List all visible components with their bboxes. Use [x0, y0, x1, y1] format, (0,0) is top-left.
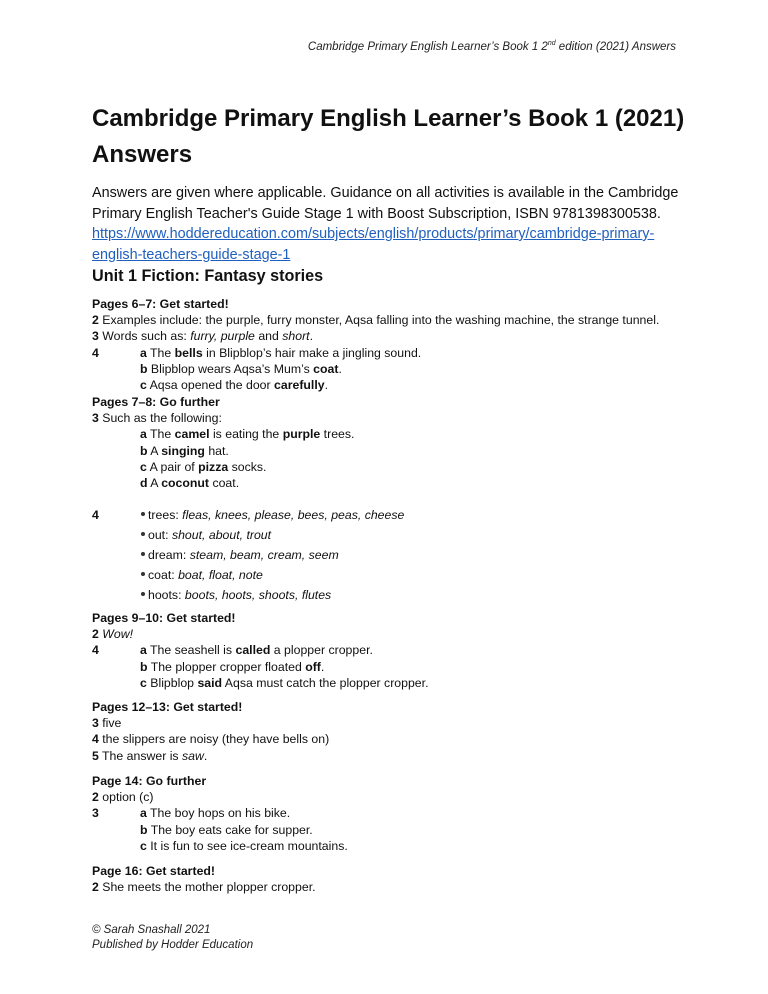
answer-4c: c Aqsa opened the door carefully.: [140, 378, 329, 393]
answer-3a: a The camel is eating the purple trees.: [140, 427, 355, 442]
answer-3a: 3 a The boy hops on his bike.: [92, 806, 291, 821]
section-heading: Pages 7–8: Go further: [92, 395, 220, 409]
section-pages-7-8: [92, 394, 692, 605]
section-pages-12-13: [92, 699, 692, 764]
publisher: Published by Hodder Education: [92, 939, 254, 951]
intro-text: Answers are given where applicable. Guidance on all activities is available in the Cambridge Primary English Teacher's Guide Stage 1 with Boost Subscription, ISBN 9781398300538.: [92, 185, 679, 222]
running-head-text-end: edition (2021) Answers: [555, 40, 676, 53]
section-heading: Pages 6–7: Get started!: [92, 297, 229, 311]
answer-3c: c A pair of pizza socks.: [140, 459, 267, 474]
bullet-icon: [141, 592, 145, 596]
section-heading: Page 16: Get started!: [92, 864, 216, 878]
answer-5: 5 The answer is saw.: [92, 748, 208, 763]
answer-4c: c Blipblop said Aqsa must catch the plopper cropper.: [140, 675, 429, 690]
answer-2: 2 She meets the mother plopper cropper.: [92, 880, 316, 895]
answer-3: 3 five: [92, 716, 122, 731]
answer-4-number: 4: [92, 508, 99, 523]
rhyme-item: dream: steam, beam, cream, seem: [92, 545, 692, 565]
section-page-16: [92, 863, 692, 895]
answer-2: 2 option (c): [92, 790, 154, 805]
bullet-icon: [141, 572, 145, 576]
rhyme-item: hoots: boots, hoots, shoots, flutes: [92, 585, 692, 605]
running-head-text: Cambridge Primary English Learner’s Book 1 2: [307, 40, 548, 53]
rhyme-item: trees: fleas, knees, please, bees, peas, cheese: [92, 505, 692, 525]
section-pages-6-7: [92, 296, 692, 393]
answer-3: 3 Such as the following:: [92, 411, 222, 426]
answer-3b: b The boy eats cake for supper.: [140, 822, 313, 837]
running-head-sup: nd: [547, 40, 556, 47]
rhyme-item: out: shout, about, trout: [92, 525, 692, 545]
intro-paragraph: [92, 183, 702, 265]
answer-4-list: [92, 505, 692, 605]
answer-4: 4 the slippers are noisy (they have bells on): [92, 732, 330, 747]
running-head: [308, 40, 676, 53]
section-heading: Pages 12–13: Get started!: [92, 700, 243, 714]
answer-4a: 4 a The seashell is called a plopper cropper.: [92, 643, 373, 658]
answer-2: 2 Examples include: the purple, furry monster, Aqsa falling into the washing machine, the strange tunnel.: [92, 313, 660, 328]
unit-heading: Unit 1 Fiction: Fantasy stories: [92, 267, 324, 285]
teachers-guide-link[interactable]: https://www.hoddereducation.com/subjects/english/products/primary/cambridge-primary-english-teachers-guide-stage-1: [92, 226, 655, 263]
bullet-icon: [141, 532, 145, 536]
answer-3d: d A coconut coat.: [140, 476, 240, 491]
answer-3c: c It is fun to see ice-cream mountains.: [140, 838, 348, 853]
bullet-icon: [141, 552, 145, 556]
answer-3b: b A singing hat.: [140, 443, 229, 458]
rhyme-item: coat: boat, float, note: [92, 565, 692, 585]
answer-4b: b The plopper cropper floated off.: [140, 659, 325, 674]
answer-3: 3 Words such as: furry, purple and short.: [92, 329, 314, 344]
document-title: Cambridge Primary English Learner’s Book 1 (2021) Answers: [92, 105, 685, 168]
section-page-14: [92, 773, 692, 854]
answer-4b: b Blipblop wears Aqsa’s Mum’s coat.: [140, 361, 342, 376]
page-footer: [92, 923, 253, 953]
answer-2: 2 Wow!: [92, 627, 134, 642]
answer-4a: 4 a The bells in Blipblop’s hair make a jingling sound.: [92, 345, 422, 360]
section-pages-9-10: [92, 610, 692, 691]
section-heading: Pages 9–10: Get started!: [92, 611, 236, 625]
copyright: © Sarah Snashall 2021: [92, 924, 211, 936]
bullet-icon: [141, 512, 145, 516]
section-heading: Page 14: Go further: [92, 774, 207, 788]
